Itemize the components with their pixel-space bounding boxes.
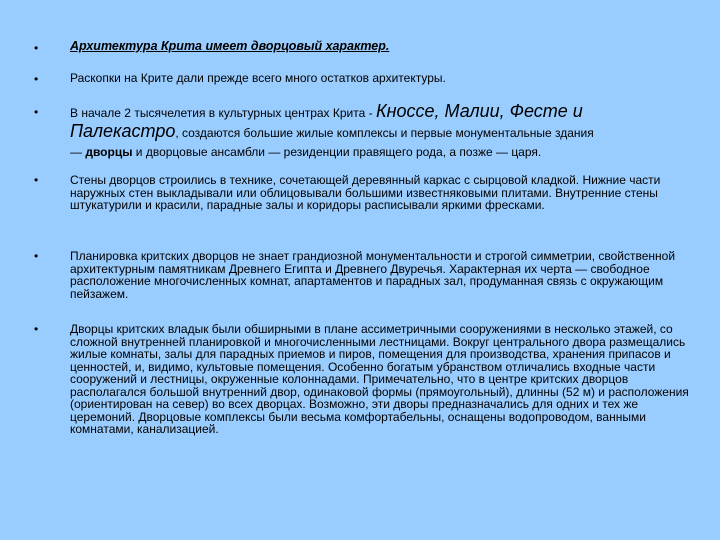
paragraph-line [70,122,594,142]
paragraph-line [70,143,541,161]
paragraph-text: Планировка критских дворцов не знает грандиозной монументальности и строгой симметрии, свойственной архитектурным памятникам Древнего Египта и Древнего Двуречья. Характерная их черта — свободное расположение многочисленных комнат, апартаментов и парадных зал, продуманная связь с окружающим пейзажем. [70,249,676,301]
slide-title: Архитектура Крита имеет дворцовый характер. [70,39,390,53]
city-name: Палекастро [70,121,176,141]
paragraph-text: — [70,145,86,159]
bullet-marker: • [34,41,39,55]
paragraph-text: Дворцы критских владык были обширными в плане ассиметричными сооружениями в несколько этажей, со сложной внутренней планировкой и многочисленными лестницами. Вокруг центрального двора размещались жилые комнаты, залы для парадных приемов и пиров, помещения для производства, хранения припасов и ценностей, и, видимо, культовые помещения. Особенно богатым убранством отличались входные части сооружений и лестницы, окруженные колоннадами. Примечательно, что в центре критских дворцов располагался большой внутренний двор, одинаковой формы (прямоугольный), длинны (52 м) и расположения (ориентирован на север) во всех дворцах. Возможно, эти дворы предназначались для одних и тех же церемоний. Дворцовые комплексы были весьма комфортабельны, оснащены водопроводом, ванными комнатами, канализацией. [70,322,689,436]
paragraph-text: Стены дворцов строились в технике, сочетающей деревянный каркас с сырцовой кладкой. Нижние части наружных стен выкладывали или облицовывали большими известняковыми плитами. Внутренние стены штукатурили и красили, парадные залы и коридоры расписывали яркими фресками. [70,173,661,212]
bullet-marker: • [34,173,39,187]
paragraph-text: и дворцовые ансамбли — резиденции правящего рода, а позже — царя. [132,145,542,159]
bullet-marker: • [34,105,39,119]
city-names: Кноссе, Малии, Фесте и [375,101,583,121]
paragraph-text: Раскопки на Крите дали прежде всего много остатков архитектуры. [70,71,446,85]
paragraph-text: В начале 2 тысячелетия в культурных центрах Крита - [70,106,376,120]
paragraph-text: , создаются большие жилые комплексы и первые монументальные здания [175,126,594,140]
bullet-marker: • [34,249,39,263]
bullet-marker: • [34,72,39,86]
bullet-marker: • [34,322,39,336]
paragraph-line [70,102,583,122]
bold-term: дворцы [85,145,133,159]
